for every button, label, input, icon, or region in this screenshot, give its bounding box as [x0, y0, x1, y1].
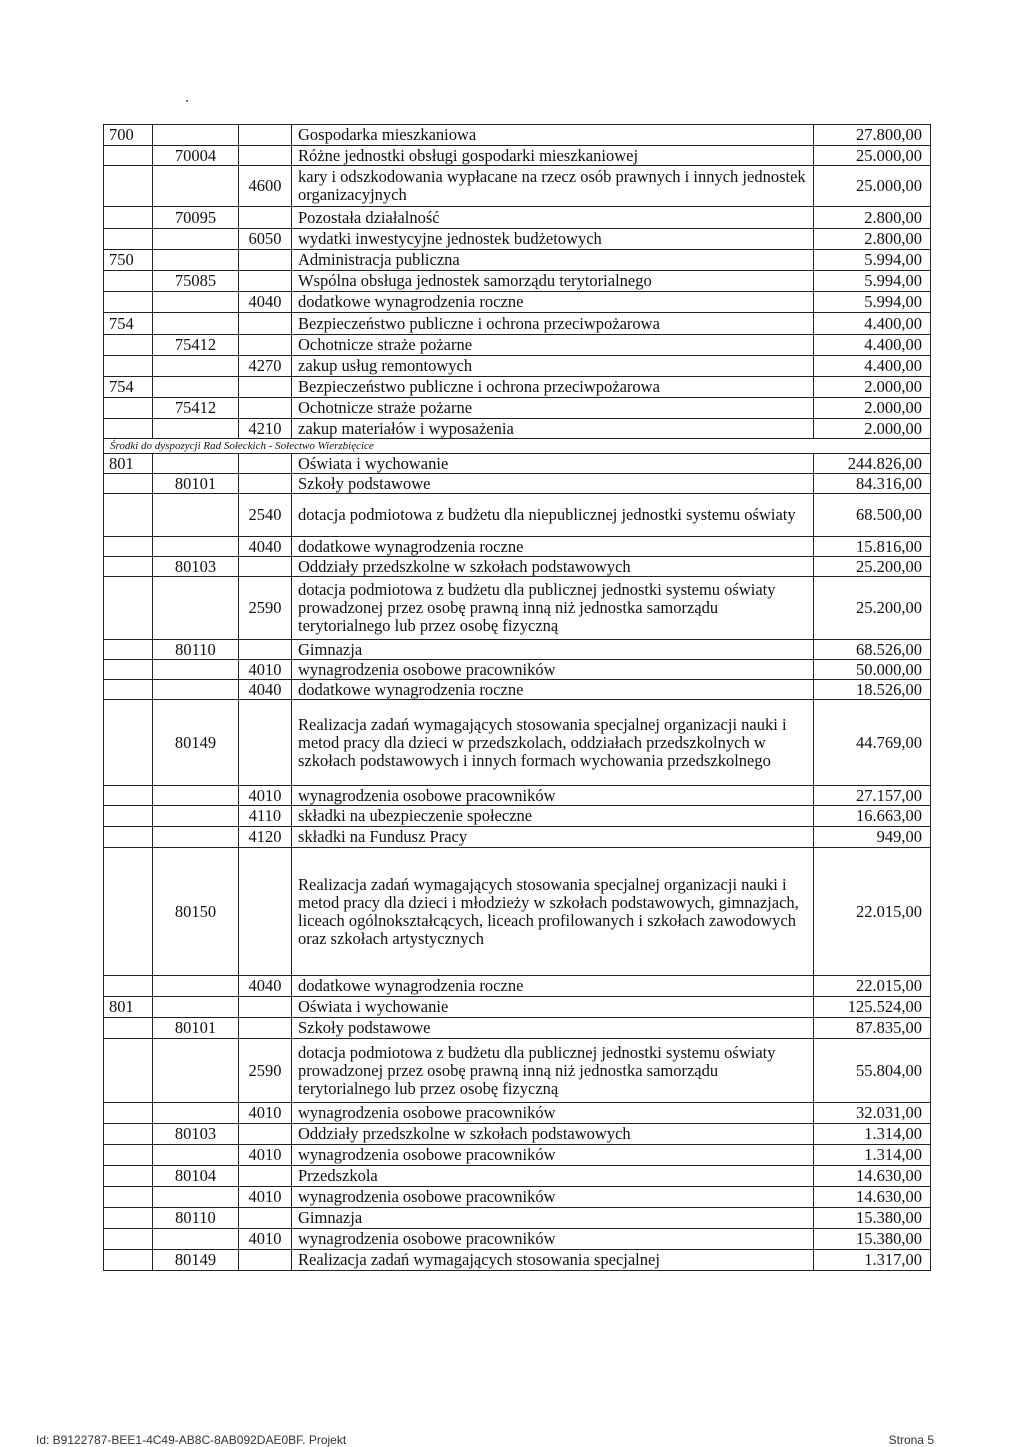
- description-cell: Realizacja zadań wymagających stosowania specjalnej: [292, 1250, 814, 1271]
- description-cell: Bezpieczeństwo publiczne i ochrona przeciwpożarowa: [292, 377, 814, 398]
- paragraf-cell: [239, 1018, 292, 1039]
- rozdzial-cell: 70004: [153, 146, 239, 166]
- dzial-cell: [104, 398, 153, 419]
- rozdzial-cell: [153, 976, 239, 997]
- amount-cell: 15.816,00: [814, 537, 931, 557]
- table-row: [104, 207, 931, 229]
- description-cell: wynagrodzenia osobowe pracowników: [292, 1229, 814, 1250]
- rozdzial-cell: 75412: [153, 335, 239, 356]
- rozdzial-cell: [153, 1187, 239, 1208]
- rozdzial-cell: [153, 786, 239, 806]
- paragraf-cell: 2540: [239, 494, 292, 537]
- table-row: [104, 1039, 931, 1103]
- paragraf-cell: [239, 700, 292, 786]
- amount-cell: 25.200,00: [814, 577, 931, 640]
- table-row: [104, 1018, 931, 1039]
- description-cell: dotacja podmiotowa z budżetu dla publicznej jednostki systemu oświaty prowadzonej przez osobę prawną inną niż jednostka samorządu terytorialnego lub przez osobę fizyczną: [292, 577, 814, 640]
- table-row: [104, 1229, 931, 1250]
- amount-cell: 125.524,00: [814, 997, 931, 1018]
- paragraf-cell: [239, 848, 292, 976]
- rozdzial-cell: 80101: [153, 474, 239, 494]
- table-row: [104, 335, 931, 356]
- table-row: [104, 166, 931, 207]
- table-row: [104, 454, 931, 474]
- amount-cell: 18.526,00: [814, 680, 931, 700]
- table-row: [104, 146, 931, 166]
- description-cell: Realizacja zadań wymagających stosowania specjalnej organizacji nauki i metod pracy dla dzieci i młodzieży w szkołach podstawowych, gimnazjach, liceach ogólnokształcących, liceach profilowanych i szkołach zawodowych oraz szkołach artystycznych: [292, 848, 814, 976]
- paragraf-cell: 2590: [239, 577, 292, 640]
- paragraf-cell: 2590: [239, 1039, 292, 1103]
- table-row: [104, 680, 931, 700]
- amount-cell: 25.000,00: [814, 166, 931, 207]
- amount-cell: 4.400,00: [814, 335, 931, 356]
- rozdzial-cell: [153, 377, 239, 398]
- amount-cell: 44.769,00: [814, 700, 931, 786]
- description-cell: wynagrodzenia osobowe pracowników: [292, 1145, 814, 1166]
- paragraf-cell: 4010: [239, 786, 292, 806]
- description-cell: wynagrodzenia osobowe pracowników: [292, 786, 814, 806]
- table-row: [104, 1145, 931, 1166]
- paragraf-cell: [239, 250, 292, 271]
- rozdzial-cell: [153, 1103, 239, 1124]
- paragraf-cell: 4110: [239, 806, 292, 827]
- rozdzial-cell: 80149: [153, 1250, 239, 1271]
- dzial-cell: [104, 335, 153, 356]
- dzial-cell: [104, 680, 153, 700]
- description-cell: Realizacja zadań wymagających stosowania specjalnej organizacji nauki i metod pracy dla dzieci w przedszkolach, oddziałach przedszkolnych w szkołach podstawowych i innych formach wychowania przedszkolnego: [292, 700, 814, 786]
- dzial-cell: 801: [104, 997, 153, 1018]
- amount-cell: 244.826,00: [814, 454, 931, 474]
- table-row: [104, 398, 931, 419]
- paragraf-cell: [239, 1166, 292, 1187]
- rozdzial-cell: [153, 356, 239, 377]
- dzial-cell: [104, 474, 153, 494]
- description-cell: dodatkowe wynagrodzenia roczne: [292, 680, 814, 700]
- paragraf-cell: [239, 335, 292, 356]
- rozdzial-cell: [153, 125, 239, 146]
- dzial-cell: 801: [104, 454, 153, 474]
- rozdzial-cell: [153, 997, 239, 1018]
- description-cell: Szkoły podstawowe: [292, 474, 814, 494]
- amount-cell: 22.015,00: [814, 848, 931, 976]
- description-cell: Ochotnicze straże pożarne: [292, 398, 814, 419]
- table-row: [104, 292, 931, 313]
- paragraf-cell: 4010: [239, 660, 292, 680]
- amount-cell: 27.157,00: [814, 786, 931, 806]
- dzial-cell: [104, 494, 153, 537]
- amount-cell: 68.500,00: [814, 494, 931, 537]
- dzial-cell: 750: [104, 250, 153, 271]
- dzial-cell: [104, 786, 153, 806]
- description-cell: Ochotnicze straże pożarne: [292, 335, 814, 356]
- amount-cell: 14.630,00: [814, 1166, 931, 1187]
- table-row: [104, 419, 931, 439]
- dzial-cell: [104, 577, 153, 640]
- dzial-cell: [104, 1166, 153, 1187]
- dzial-cell: [104, 207, 153, 229]
- paragraf-cell: [239, 377, 292, 398]
- paragraf-cell: 4040: [239, 680, 292, 700]
- table-row: [104, 577, 931, 640]
- paragraf-cell: 4010: [239, 1145, 292, 1166]
- description-cell: Gimnazja: [292, 640, 814, 660]
- description-cell: Przedszkola: [292, 1166, 814, 1187]
- description-cell: wynagrodzenia osobowe pracowników: [292, 1187, 814, 1208]
- paragraf-cell: [239, 557, 292, 577]
- paragraf-cell: 4010: [239, 1103, 292, 1124]
- dzial-cell: [104, 1208, 153, 1229]
- paragraf-cell: 4010: [239, 1187, 292, 1208]
- dzial-cell: [104, 806, 153, 827]
- paragraf-cell: [239, 398, 292, 419]
- dzial-cell: [104, 166, 153, 207]
- rozdzial-cell: [153, 292, 239, 313]
- description-cell: dodatkowe wynagrodzenia roczne: [292, 976, 814, 997]
- table-row: [104, 537, 931, 557]
- description-cell: Pozostała działalność: [292, 207, 814, 229]
- table-row: [104, 313, 931, 335]
- rozdzial-cell: [153, 419, 239, 439]
- paragraf-cell: 4040: [239, 292, 292, 313]
- rozdzial-cell: 80110: [153, 640, 239, 660]
- description-cell: Gospodarka mieszkaniowa: [292, 125, 814, 146]
- table-row: [104, 1124, 931, 1145]
- rozdzial-cell: [153, 250, 239, 271]
- rozdzial-cell: [153, 577, 239, 640]
- description-cell: składki na ubezpieczenie społeczne: [292, 806, 814, 827]
- amount-cell: 5.994,00: [814, 292, 931, 313]
- description-cell: Gimnazja: [292, 1208, 814, 1229]
- description-cell: Oświata i wychowanie: [292, 454, 814, 474]
- rozdzial-cell: [153, 1229, 239, 1250]
- table-row: [104, 125, 931, 146]
- rozdzial-cell: [153, 494, 239, 537]
- rozdzial-cell: 80149: [153, 700, 239, 786]
- table-row: [104, 494, 931, 537]
- dzial-cell: [104, 1039, 153, 1103]
- rozdzial-cell: [153, 806, 239, 827]
- amount-cell: 5.994,00: [814, 250, 931, 271]
- description-cell: wynagrodzenia osobowe pracowników: [292, 660, 814, 680]
- table-row: [104, 557, 931, 577]
- rozdzial-cell: [153, 660, 239, 680]
- amount-cell: 22.015,00: [814, 976, 931, 997]
- table-row: [104, 827, 931, 848]
- amount-cell: 84.316,00: [814, 474, 931, 494]
- table-row: [104, 1208, 931, 1229]
- dzial-cell: [104, 419, 153, 439]
- rozdzial-cell: 80103: [153, 557, 239, 577]
- dzial-cell: [104, 848, 153, 976]
- table-row: [104, 439, 931, 454]
- description-cell: zakup usług remontowych: [292, 356, 814, 377]
- description-cell: Oddziały przedszkolne w szkołach podstawowych: [292, 557, 814, 577]
- paragraf-cell: [239, 1208, 292, 1229]
- description-cell: dodatkowe wynagrodzenia roczne: [292, 292, 814, 313]
- amount-cell: 87.835,00: [814, 1018, 931, 1039]
- paragraf-cell: [239, 207, 292, 229]
- description-cell: dotacja podmiotowa z budżetu dla publicznej jednostki systemu oświaty prowadzonej przez osobę prawną inną niż jednostka samorządu terytorialnego lub przez osobę fizyczną: [292, 1039, 814, 1103]
- rozdzial-cell: 80110: [153, 1208, 239, 1229]
- description-cell: dodatkowe wynagrodzenia roczne: [292, 537, 814, 557]
- dzial-cell: [104, 976, 153, 997]
- table-row: [104, 976, 931, 997]
- paragraf-cell: 4210: [239, 419, 292, 439]
- description-cell: wydatki inwestycyjne jednostek budżetowych: [292, 229, 814, 250]
- dzial-cell: [104, 229, 153, 250]
- table-row: [104, 700, 931, 786]
- page-footer: [0, 1433, 1024, 1447]
- amount-cell: 4.400,00: [814, 313, 931, 335]
- table-row: [104, 1103, 931, 1124]
- amount-cell: 1.314,00: [814, 1124, 931, 1145]
- table-row: [104, 474, 931, 494]
- dzial-cell: [104, 660, 153, 680]
- table-row: [104, 377, 931, 398]
- dzial-cell: [104, 146, 153, 166]
- note-cell: Środki do dyspozycji Rad Sołeckich - Sołectwo Wierzbięcice: [104, 439, 931, 454]
- dzial-cell: [104, 292, 153, 313]
- description-cell: wynagrodzenia osobowe pracowników: [292, 1103, 814, 1124]
- rozdzial-cell: [153, 680, 239, 700]
- description-cell: dotacja podmiotowa z budżetu dla niepublicznej jednostki systemu oświaty: [292, 494, 814, 537]
- dzial-cell: [104, 1145, 153, 1166]
- rozdzial-cell: [153, 313, 239, 335]
- amount-cell: 2.000,00: [814, 419, 931, 439]
- paragraf-cell: [239, 271, 292, 292]
- amount-cell: 1.317,00: [814, 1250, 931, 1271]
- table-row: [104, 1250, 931, 1271]
- amount-cell: 16.663,00: [814, 806, 931, 827]
- description-cell: składki na Fundusz Pracy: [292, 827, 814, 848]
- paragraf-cell: [239, 474, 292, 494]
- description-cell: Oddziały przedszkolne w szkołach podstawowych: [292, 1124, 814, 1145]
- rozdzial-cell: [153, 166, 239, 207]
- document-id: Id: B9122787-BEE1-4C49-AB8C-8AB092DAE0BF. Projekt: [36, 1433, 347, 1447]
- dzial-cell: [104, 700, 153, 786]
- table-row: [104, 229, 931, 250]
- table-row: [104, 250, 931, 271]
- paragraf-cell: 4040: [239, 976, 292, 997]
- description-cell: kary i odszkodowania wypłacane na rzecz osób prawnych i innych jednostek organizacyjnych: [292, 166, 814, 207]
- table-row: [104, 271, 931, 292]
- dzial-cell: [104, 827, 153, 848]
- rozdzial-cell: [153, 1145, 239, 1166]
- paragraf-cell: [239, 454, 292, 474]
- paragraf-cell: [239, 1124, 292, 1145]
- paragraf-cell: [239, 1250, 292, 1271]
- dzial-cell: [104, 537, 153, 557]
- amount-cell: 27.800,00: [814, 125, 931, 146]
- description-cell: zakup materiałów i wyposażenia: [292, 419, 814, 439]
- paragraf-cell: 4600: [239, 166, 292, 207]
- dzial-cell: [104, 640, 153, 660]
- rozdzial-cell: [153, 537, 239, 557]
- paragraf-cell: [239, 313, 292, 335]
- paragraf-cell: [239, 146, 292, 166]
- scan-speck: [186, 100, 188, 102]
- table-row: [104, 786, 931, 806]
- rozdzial-cell: 80104: [153, 1166, 239, 1187]
- dzial-cell: [104, 1187, 153, 1208]
- amount-cell: 1.314,00: [814, 1145, 931, 1166]
- table-row: [104, 660, 931, 680]
- dzial-cell: 700: [104, 125, 153, 146]
- rozdzial-cell: [153, 1039, 239, 1103]
- dzial-cell: [104, 1018, 153, 1039]
- rozdzial-cell: 80103: [153, 1124, 239, 1145]
- paragraf-cell: 6050: [239, 229, 292, 250]
- amount-cell: 15.380,00: [814, 1208, 931, 1229]
- table-row: [104, 356, 931, 377]
- rozdzial-cell: 70095: [153, 207, 239, 229]
- rozdzial-cell: [153, 454, 239, 474]
- amount-cell: 2.000,00: [814, 398, 931, 419]
- amount-cell: 4.400,00: [814, 356, 931, 377]
- dzial-cell: [104, 557, 153, 577]
- rozdzial-cell: [153, 827, 239, 848]
- paragraf-cell: 4270: [239, 356, 292, 377]
- rozdzial-cell: 80101: [153, 1018, 239, 1039]
- amount-cell: 949,00: [814, 827, 931, 848]
- amount-cell: 32.031,00: [814, 1103, 931, 1124]
- amount-cell: 15.380,00: [814, 1229, 931, 1250]
- description-cell: Wspólna obsługa jednostek samorządu terytorialnego: [292, 271, 814, 292]
- description-cell: Szkoły podstawowe: [292, 1018, 814, 1039]
- description-cell: Bezpieczeństwo publiczne i ochrona przeciwpożarowa: [292, 313, 814, 335]
- amount-cell: 68.526,00: [814, 640, 931, 660]
- paragraf-cell: 4010: [239, 1229, 292, 1250]
- rozdzial-cell: 80150: [153, 848, 239, 976]
- description-cell: Oświata i wychowanie: [292, 997, 814, 1018]
- dzial-cell: 754: [104, 377, 153, 398]
- amount-cell: 25.200,00: [814, 557, 931, 577]
- amount-cell: 55.804,00: [814, 1039, 931, 1103]
- paragraf-cell: [239, 997, 292, 1018]
- amount-cell: 2.800,00: [814, 229, 931, 250]
- rozdzial-cell: 75085: [153, 271, 239, 292]
- dzial-cell: [104, 356, 153, 377]
- amount-cell: 25.000,00: [814, 146, 931, 166]
- amount-cell: 50.000,00: [814, 660, 931, 680]
- paragraf-cell: [239, 640, 292, 660]
- amount-cell: 5.994,00: [814, 271, 931, 292]
- table-row: [104, 1166, 931, 1187]
- paragraf-cell: 4120: [239, 827, 292, 848]
- amount-cell: 14.630,00: [814, 1187, 931, 1208]
- table-row: [104, 640, 931, 660]
- table-row: [104, 1187, 931, 1208]
- dzial-cell: [104, 1250, 153, 1271]
- paragraf-cell: 4040: [239, 537, 292, 557]
- description-cell: Administracja publiczna: [292, 250, 814, 271]
- dzial-cell: [104, 271, 153, 292]
- table-row: [104, 848, 931, 976]
- dzial-cell: [104, 1229, 153, 1250]
- budget-table: [103, 124, 931, 1271]
- table-row: [104, 806, 931, 827]
- paragraf-cell: [239, 125, 292, 146]
- amount-cell: 2.000,00: [814, 377, 931, 398]
- dzial-cell: [104, 1124, 153, 1145]
- table-row: [104, 997, 931, 1018]
- budget-table-body: [104, 125, 931, 1271]
- description-cell: Różne jednostki obsługi gospodarki mieszkaniowej: [292, 146, 814, 166]
- rozdzial-cell: 75412: [153, 398, 239, 419]
- dzial-cell: 754: [104, 313, 153, 335]
- dzial-cell: [104, 1103, 153, 1124]
- rozdzial-cell: [153, 229, 239, 250]
- amount-cell: 2.800,00: [814, 207, 931, 229]
- page-number: Strona 5: [888, 1433, 934, 1447]
